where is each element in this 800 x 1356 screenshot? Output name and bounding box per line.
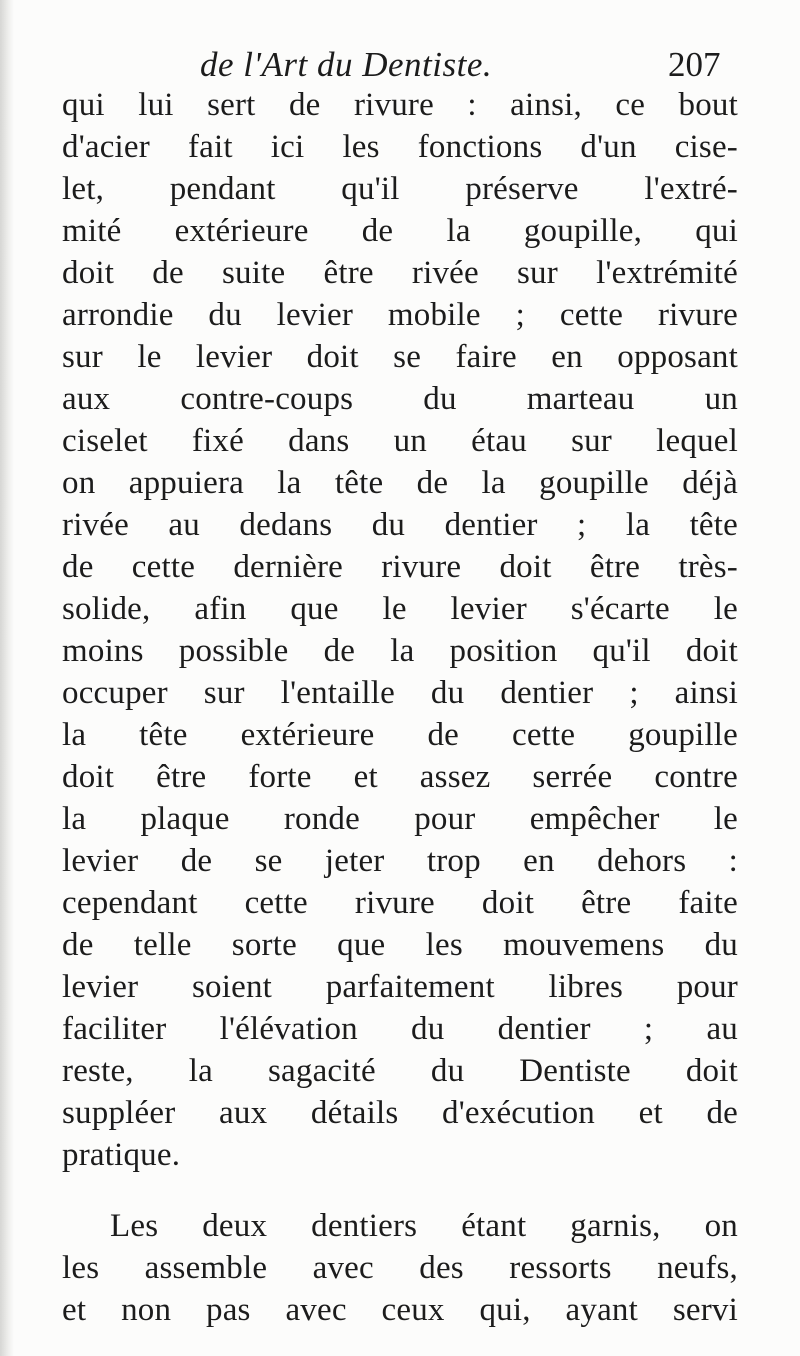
text-line: aux contre-coups du marteau un bbox=[62, 381, 738, 417]
text-line: doit être forte et assez serrée contre bbox=[62, 759, 738, 795]
text-line: doit de suite être rivée sur l'extrémité bbox=[62, 255, 738, 291]
text-line: pratique. bbox=[62, 1137, 181, 1173]
paragraph bbox=[62, 84, 738, 1176]
text-line: suppléer aux détails d'exécution et de bbox=[62, 1095, 738, 1131]
text-line: arrondie du levier mobile ; cette rivure bbox=[62, 297, 738, 333]
text-line: qui lui sert de rivure : ainsi, ce bout bbox=[62, 87, 738, 123]
page-header bbox=[0, 40, 800, 90]
page-gutter-shadow bbox=[0, 0, 14, 1356]
text-line: de cette dernière rivure doit être très- bbox=[62, 549, 738, 585]
text-line: ciselet fixé dans un étau sur lequel bbox=[62, 423, 738, 459]
text-line: mité extérieure de la goupille, qui bbox=[62, 213, 738, 249]
text-line: Les deux dentiers étant garnis, on bbox=[110, 1208, 738, 1244]
text-line: sur le levier doit se faire en opposant bbox=[62, 339, 738, 375]
text-line: reste, la sagacité du Dentiste doit bbox=[62, 1053, 738, 1089]
text-line: la plaque ronde pour empêcher le bbox=[62, 801, 738, 837]
text-line: la tête extérieure de cette goupille bbox=[62, 717, 738, 753]
body-text bbox=[62, 84, 738, 1331]
page-number: 207 bbox=[668, 45, 721, 84]
text-line: cependant cette rivure doit être faite bbox=[62, 885, 738, 921]
text-line: solide, afin que le levier s'écarte le bbox=[62, 591, 738, 627]
text-line: et non pas avec ceux qui, ayant servi bbox=[62, 1292, 738, 1328]
paragraph bbox=[62, 1205, 738, 1331]
text-line: levier soient parfaitement libres pour bbox=[62, 969, 738, 1005]
text-line: let, pendant qu'il préserve l'extré- bbox=[62, 171, 738, 207]
text-line: moins possible de la position qu'il doit bbox=[62, 633, 738, 669]
text-line: faciliter l'élévation du dentier ; au bbox=[62, 1011, 738, 1047]
text-line: levier de se jeter trop en dehors : bbox=[62, 843, 738, 879]
paragraph-gap bbox=[62, 1176, 738, 1205]
text-line: d'acier fait ici les fonctions d'un cise- bbox=[62, 129, 738, 165]
text-line: de telle sorte que les mouvemens du bbox=[62, 927, 738, 963]
text-line: on appuiera la tête de la goupille déjà bbox=[62, 465, 738, 501]
running-title: de l'Art du Dentiste. bbox=[200, 45, 493, 84]
text-line: rivée au dedans du dentier ; la tête bbox=[62, 507, 738, 543]
text-line: occuper sur l'entaille du dentier ; ainsi bbox=[62, 675, 738, 711]
text-line: les assemble avec des ressorts neufs, bbox=[62, 1250, 738, 1286]
